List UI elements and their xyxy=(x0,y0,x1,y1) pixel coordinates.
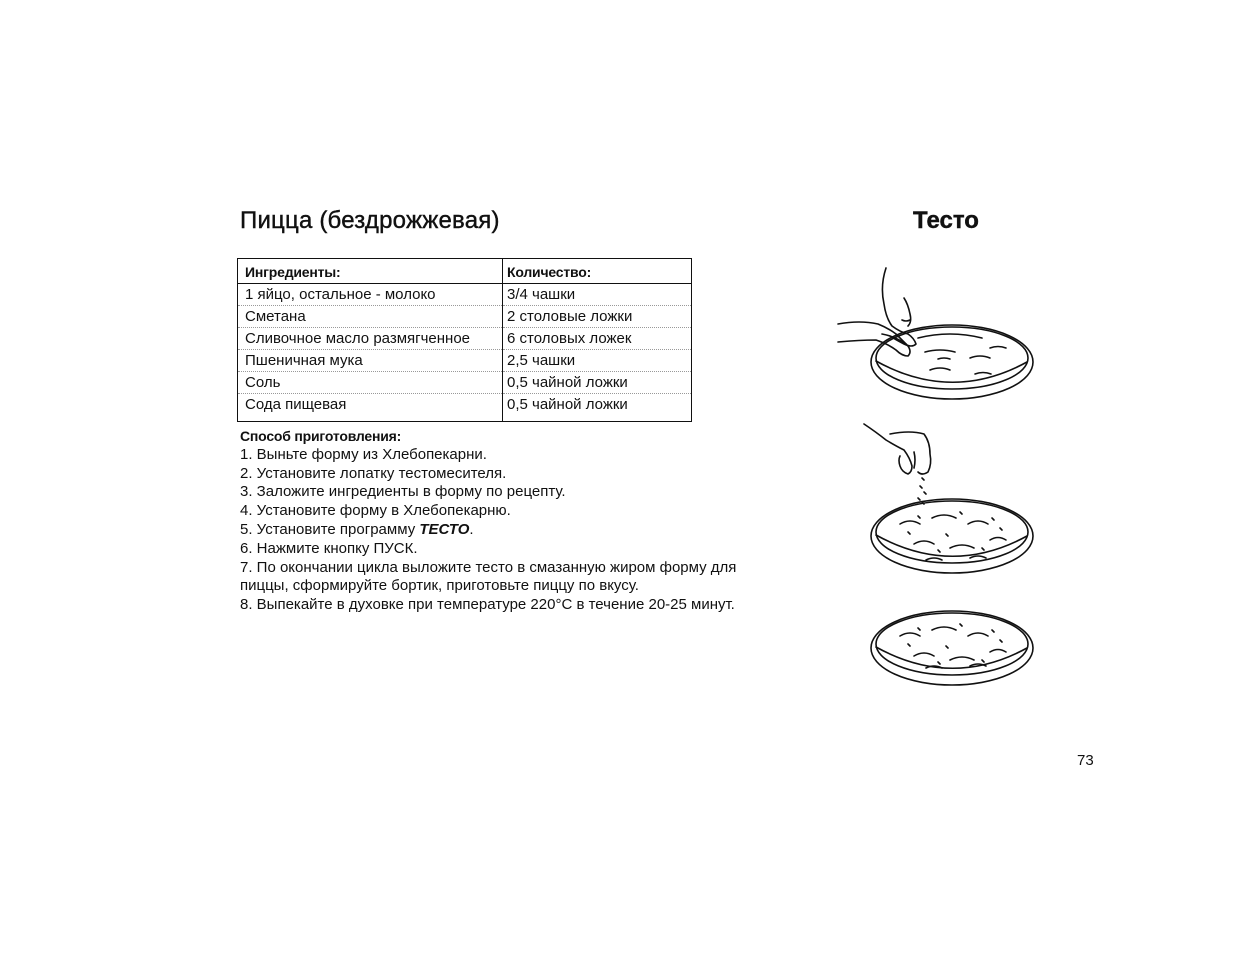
method-step: 8. Выпекайте в духовке при температуре 220°С в течение 20-25 минут. xyxy=(240,596,735,614)
method-step: 1. Выньте форму из Хлебопекарни. xyxy=(240,445,487,463)
page-number: 73 xyxy=(1077,752,1094,769)
ingredients-table xyxy=(237,258,692,422)
ingredient-cell: 1 яйцо, остальное - молоко xyxy=(238,284,503,306)
table-row xyxy=(238,328,692,350)
column-header-ingredients: Ингредиенты: xyxy=(238,259,503,284)
quantity-cell: 6 столовых ложек xyxy=(503,328,692,350)
sprinkling-toppings-step-image xyxy=(864,424,1033,573)
shaping-dough-step-image xyxy=(838,268,1033,399)
method-step: 7. По окончании цикла выложите тесто в смазанную жиром форму для пиццы, сформируйте бортик, приготовьте пиццу по вкусу. xyxy=(240,558,737,595)
pizza-pan-inner xyxy=(876,613,1028,675)
method-step-text: 5. Установите программу xyxy=(240,520,420,538)
ingredient-cell: Соль xyxy=(238,372,503,394)
pizza-pan-outer xyxy=(871,325,1033,399)
method-step: 6. Нажмите кнопку ПУСК. xyxy=(240,539,418,557)
table-row xyxy=(238,284,692,306)
method-step: 3. Заложите ингредиенты в форму по рецепту. xyxy=(240,483,566,501)
method-heading: Способ приготовления: xyxy=(240,428,402,444)
column-header-quantity: Количество: xyxy=(503,259,692,284)
page-title: Пицца (бездрожжевая) xyxy=(240,207,500,234)
table-header-row xyxy=(238,259,692,284)
method-step: 2. Установите лопатку тестомесителя. xyxy=(240,464,507,482)
ingredient-cell: Сметана xyxy=(238,306,503,328)
table-row xyxy=(238,306,692,328)
finished-pizza-step-image xyxy=(871,611,1033,685)
quantity-cell: 0,5 чайной ложки xyxy=(503,372,692,394)
ingredient-cell: Пшеничная мука xyxy=(238,350,503,372)
table-row xyxy=(238,372,692,394)
ingredient-cell: Сода пищевая xyxy=(238,394,503,422)
quantity-cell: 2,5 чашки xyxy=(503,350,692,372)
pizza-pan-outer xyxy=(871,611,1033,685)
method-section xyxy=(240,427,780,615)
method-step-program xyxy=(240,521,780,540)
quantity-cell: 3/4 чашки xyxy=(503,284,692,306)
quantity-cell: 0,5 чайной ложки xyxy=(503,394,692,422)
pizza-pan-inner xyxy=(876,501,1028,563)
ingredient-cell: Сливочное масло размягченное xyxy=(238,328,503,350)
table-row xyxy=(238,394,692,422)
pizza-pan-outer xyxy=(871,499,1033,573)
pizza-illustration xyxy=(830,262,1045,702)
step-suffix: . xyxy=(469,520,474,538)
quantity-cell: 2 столовые ложки xyxy=(503,306,692,328)
table-row xyxy=(238,350,692,372)
program-name: ТЕСТО xyxy=(419,520,470,538)
section-title: Тесто xyxy=(913,207,979,234)
method-step: 4. Установите форму в Хлебопекарню. xyxy=(240,502,511,520)
